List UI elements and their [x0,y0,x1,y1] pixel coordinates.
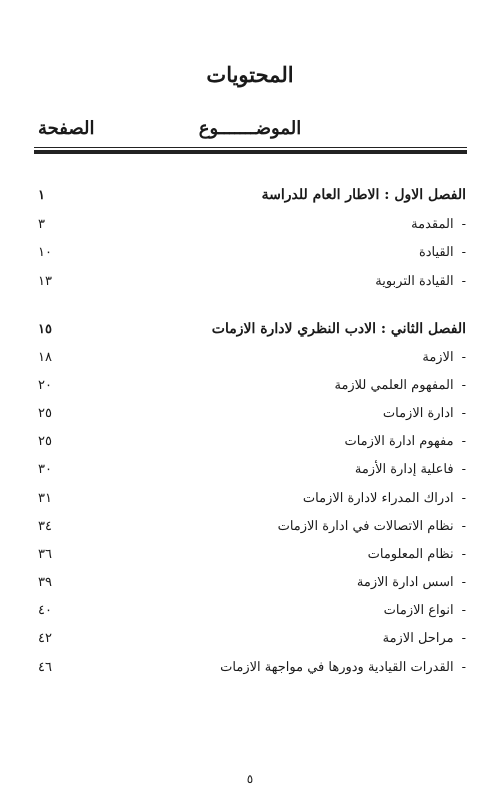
toc-row [34,346,466,368]
toc-page-number: ٣١ [38,490,52,506]
bullet-dash: - [461,546,466,562]
toc-row [34,656,466,678]
toc-item-text: فاعلية إدارة الأزمة [354,461,454,477]
toc-row [34,515,466,537]
bullet-dash: - [461,574,466,590]
toc-row [34,270,466,292]
toc-row [34,241,466,263]
bullet-dash: - [461,490,466,506]
toc-page-number: ٢٠ [38,377,52,393]
bullet-dash: - [461,518,466,534]
toc-row [34,458,466,480]
toc-chapter-row [34,184,466,206]
toc-item-text: اسس ادارة الازمة [356,574,454,590]
column-header-page: الصفحة [38,118,95,139]
toc-row [34,543,466,565]
toc-item-text: مفهوم ادارة الازمات [344,433,454,449]
toc-row [34,627,466,649]
header-rule-thick [34,150,467,154]
toc-page-number: ٤٦ [38,659,52,675]
toc-item-text: نظام المعلومات [367,546,454,562]
toc-item-text: الازمة [422,349,454,365]
toc-page-number: ٢٥ [38,433,52,449]
toc-row [34,374,466,396]
toc-item-text: نظام الاتصالات في ادارة الازمات [277,518,454,534]
page-footer-number: ٥ [246,772,254,786]
toc-chapter-title: الفصل الاول : الاطار العام للدراسة [261,187,466,203]
toc-row [34,571,466,593]
bullet-dash: - [461,659,466,675]
bullet-dash: - [461,433,466,449]
bullet-dash: - [461,273,466,289]
page-title: المحتويات [206,62,294,87]
toc-item-text: ادارة الازمات [382,405,454,421]
bullet-dash: - [461,349,466,365]
toc-chapter-row [34,318,466,340]
toc-page-number: ١٣ [38,273,52,289]
toc-page-number: ١٠ [38,244,52,260]
toc-page-number: ٣٤ [38,518,52,534]
toc-item-text: القيادة التربوية [375,273,454,289]
toc-item-text: ادراك المدراء لادارة الازمات [302,490,454,506]
toc-item-text: انواع الازمات [383,602,454,618]
toc-page-number: ٣ [38,216,45,232]
toc-page-number: ٤٠ [38,602,52,618]
toc-row [34,402,466,424]
column-header-topic: الموضـــــــوع [198,118,302,139]
toc-page-number: ١ [38,187,45,203]
bullet-dash: - [461,602,466,618]
toc-page-number: ٣٩ [38,574,52,590]
toc-item-text: المقدمة [411,216,454,232]
toc-page-number: ٢٥ [38,405,52,421]
bullet-dash: - [461,461,466,477]
toc-row [34,213,466,235]
toc-page-number: ٤٢ [38,630,52,646]
toc-row [34,599,466,621]
toc-item-text: المفهوم العلمي للازمة [334,377,454,393]
bullet-dash: - [461,377,466,393]
toc-page-number: ٣٠ [38,461,52,477]
toc-page-number: ١٥ [38,321,52,337]
toc-chapter-title: الفصل الثاني : الادب النظري لادارة الازمات [211,321,466,337]
toc-row [34,430,466,452]
toc-page-number: ١٨ [38,349,52,365]
toc-item-text: مراحل الازمة [382,630,454,646]
bullet-dash: - [461,244,466,260]
toc-row [34,487,466,509]
bullet-dash: - [461,630,466,646]
toc-page-number: ٣٦ [38,546,52,562]
bullet-dash: - [461,405,466,421]
header-rule-thin [34,147,467,148]
toc-item-text: القيادة [418,244,454,260]
bullet-dash: - [461,216,466,232]
toc-item-text: القدرات القيادية ودورها في مواجهة الازمات [220,659,454,675]
